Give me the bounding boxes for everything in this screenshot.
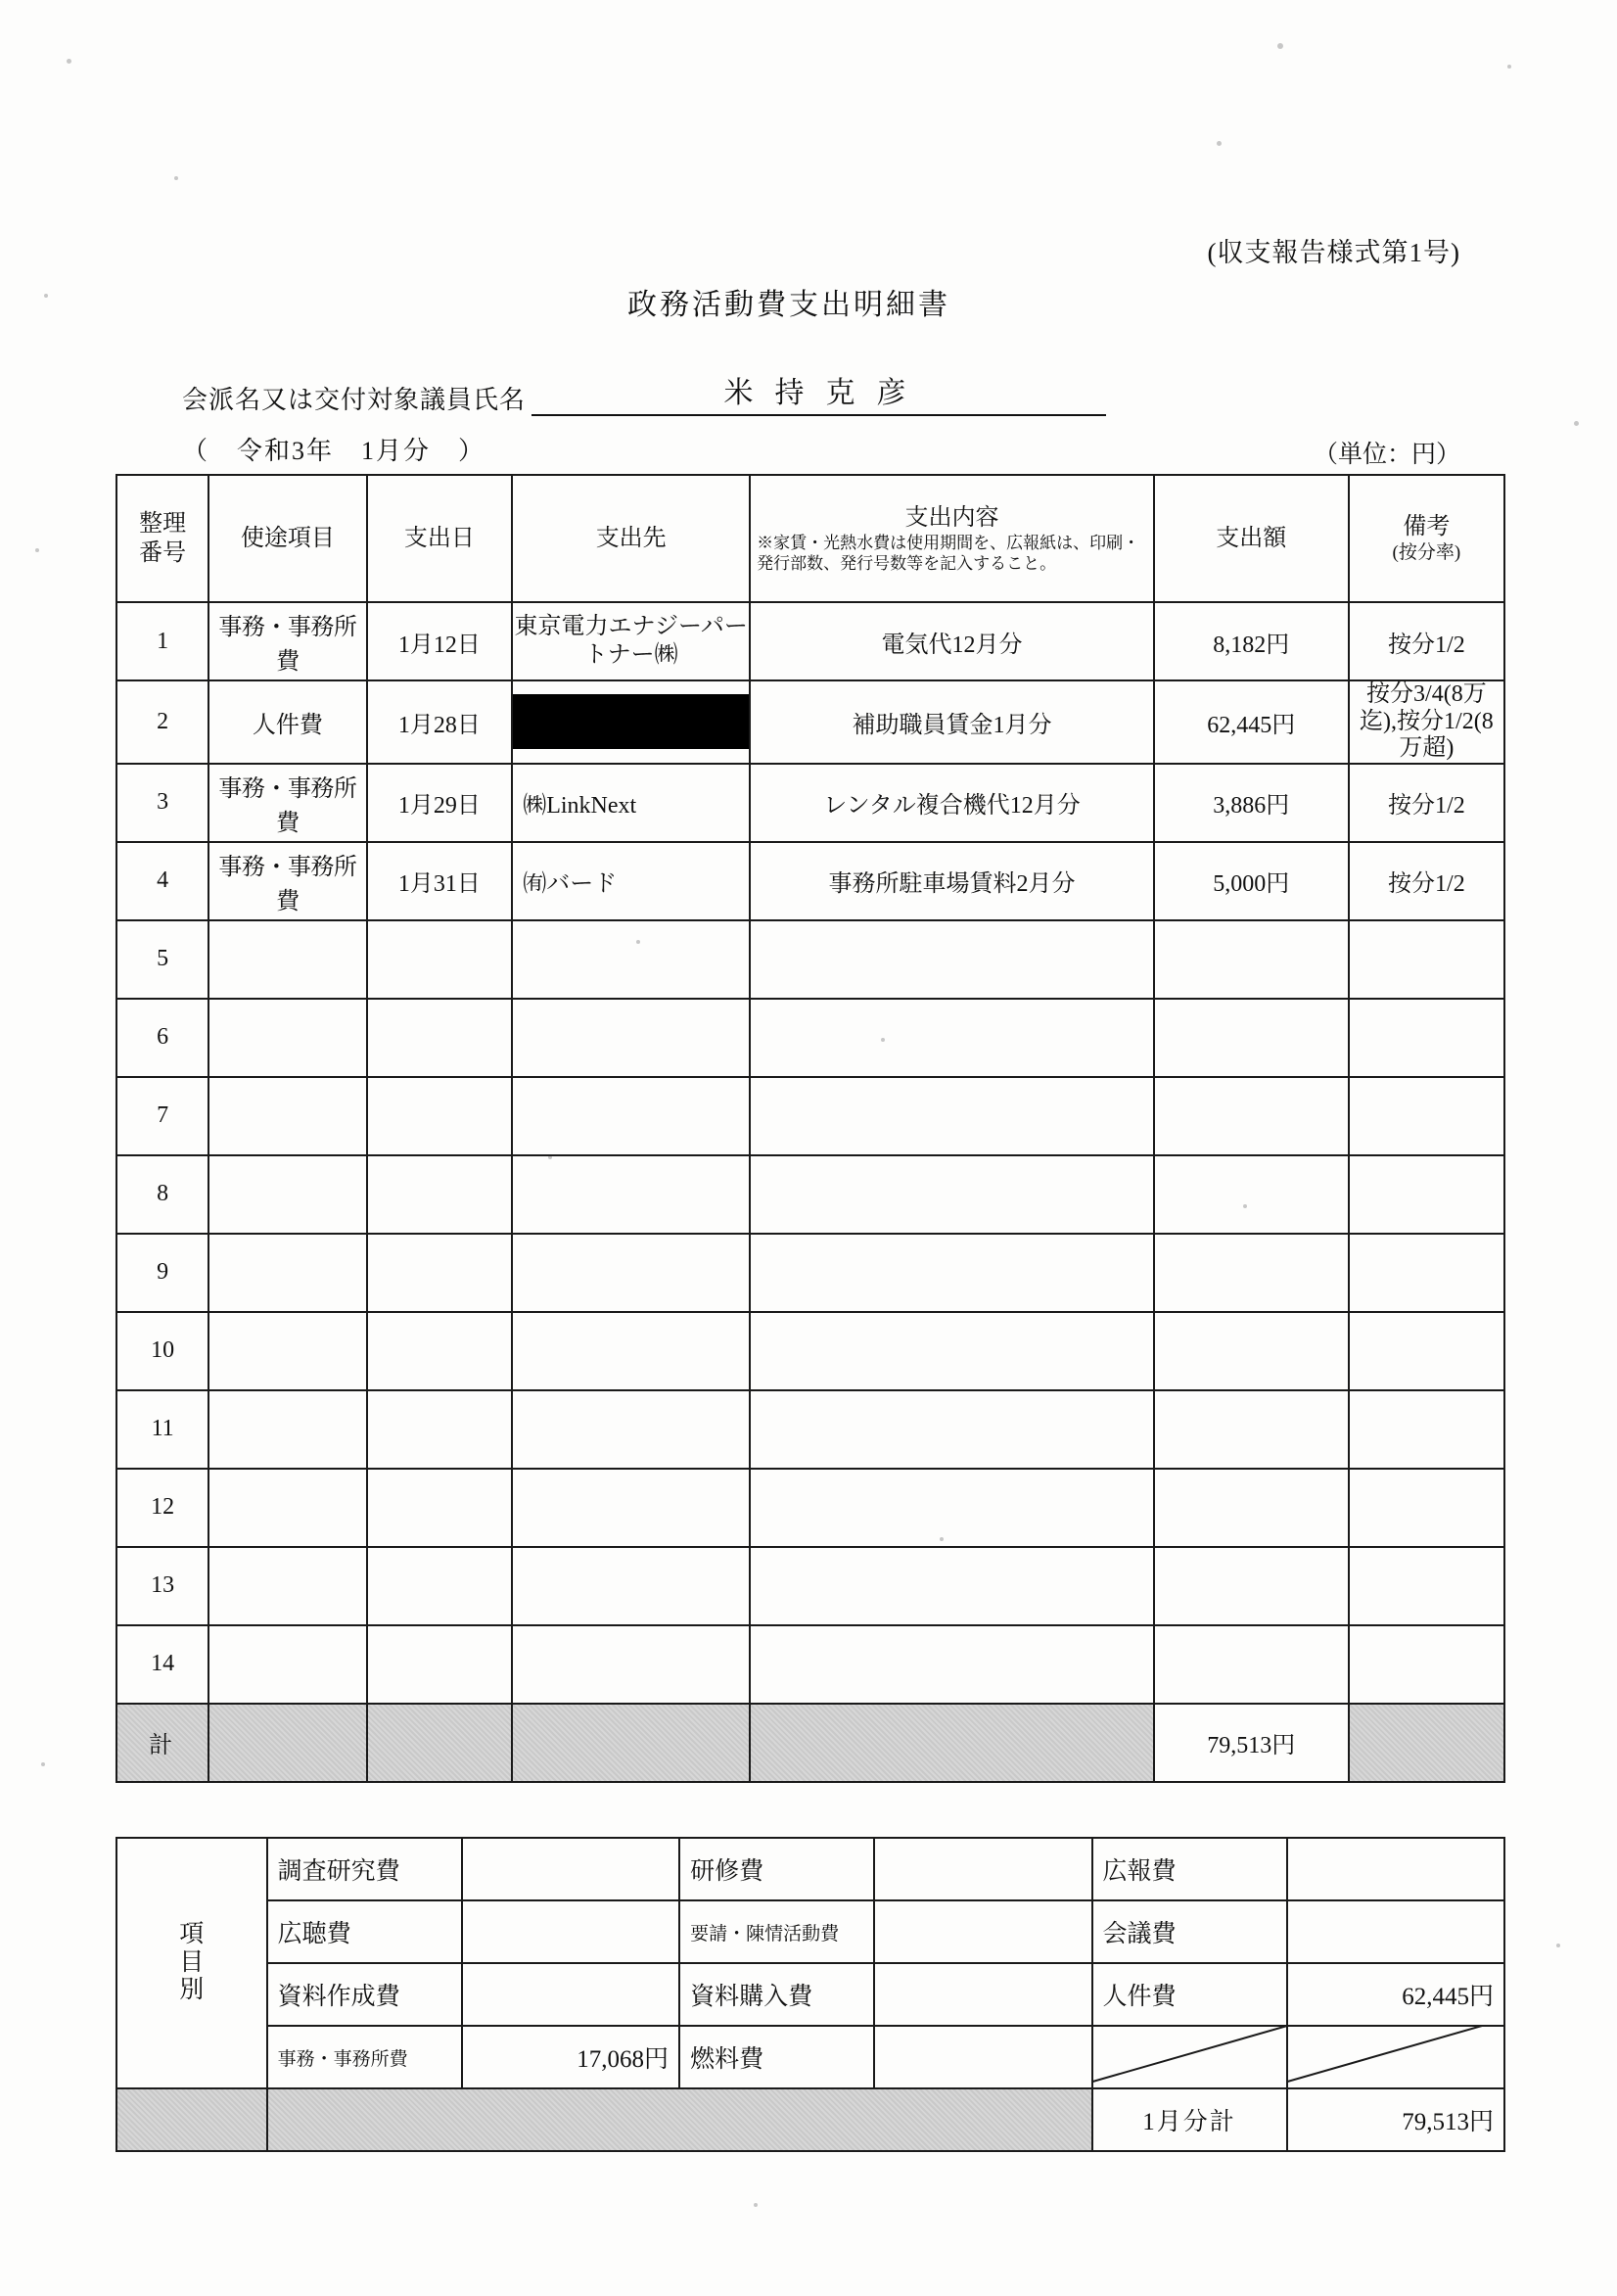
cell-amount bbox=[1154, 1390, 1349, 1469]
summary-value bbox=[1287, 1900, 1504, 1963]
table-row bbox=[116, 1469, 1504, 1547]
table-row bbox=[116, 1390, 1504, 1469]
cell-no: 6 bbox=[116, 999, 208, 1077]
cell-note: 按分1/2 bbox=[1349, 764, 1504, 842]
summary-value bbox=[874, 1900, 1091, 1963]
summary-total-blank bbox=[267, 2088, 1092, 2151]
cell-desc bbox=[750, 999, 1154, 1077]
table-row bbox=[116, 680, 1504, 764]
cell-no: 4 bbox=[116, 842, 208, 920]
cell-note bbox=[1349, 920, 1504, 999]
period-label: （ 令和3年 1月分 ） bbox=[182, 437, 486, 465]
cell-no: 13 bbox=[116, 1547, 208, 1625]
cell-date bbox=[367, 1625, 513, 1704]
cell-desc bbox=[750, 1390, 1154, 1469]
cell-item: 事務・事務所費 bbox=[208, 764, 366, 842]
cell-note bbox=[1349, 1234, 1504, 1312]
summary-total-row bbox=[116, 2088, 1504, 2151]
cell-amount bbox=[1154, 1547, 1349, 1625]
cell-payee bbox=[512, 1077, 750, 1155]
summary-value bbox=[874, 1838, 1091, 1900]
cell-desc: 補助職員賃金1月分 bbox=[750, 680, 1154, 764]
cell-desc: 事務所駐車場賃料2月分 bbox=[750, 842, 1154, 920]
cell-date bbox=[367, 1312, 513, 1390]
summary-side-label bbox=[116, 1838, 267, 2088]
cell-amount: 8,182円 bbox=[1154, 602, 1349, 680]
table-row bbox=[116, 920, 1504, 999]
col-header-note-sub: (按分率) bbox=[1392, 542, 1461, 564]
summary-value bbox=[874, 1963, 1091, 2026]
month-total-value: 79,513円 bbox=[1287, 2088, 1504, 2151]
table-header-row bbox=[116, 475, 1504, 602]
col-header-desc-note: ※家賃・光熱水費は使用期間を、広報紙は、印刷・発行部数、発行号数等を記入すること。 bbox=[757, 533, 1140, 573]
summary-side-label-line3: 別 bbox=[179, 1977, 205, 2004]
cell-no: 8 bbox=[116, 1155, 208, 1234]
summary-value bbox=[462, 1963, 679, 2026]
summary-blank-slash bbox=[1287, 2026, 1504, 2088]
cell-amount: 3,886円 bbox=[1154, 764, 1349, 842]
cell-note bbox=[1349, 1077, 1504, 1155]
cell-note: 按分1/2 bbox=[1349, 602, 1504, 680]
cell-amount bbox=[1154, 999, 1349, 1077]
cell-desc: 電気代12月分 bbox=[750, 602, 1154, 680]
cell-note bbox=[1349, 1390, 1504, 1469]
cell-desc bbox=[750, 1077, 1154, 1155]
total-blank-desc bbox=[750, 1704, 1154, 1782]
cell-desc bbox=[750, 1625, 1154, 1704]
scan-speck bbox=[41, 1762, 45, 1766]
summary-key: 調査研究費 bbox=[267, 1838, 462, 1900]
summary-value bbox=[874, 2026, 1091, 2088]
cell-no: 12 bbox=[116, 1469, 208, 1547]
cell-desc: レンタル複合機代12月分 bbox=[750, 764, 1154, 842]
month-total-label: 1月分計 bbox=[1092, 2088, 1287, 2151]
col-header-amount: 支出額 bbox=[1154, 475, 1349, 602]
total-blank-item bbox=[208, 1704, 366, 1782]
table-row bbox=[116, 764, 1504, 842]
unit-label: （単位：円） bbox=[1313, 442, 1460, 468]
cell-payee bbox=[512, 1312, 750, 1390]
cell-amount bbox=[1154, 1625, 1349, 1704]
summary-value: 17,068円 bbox=[462, 2026, 679, 2088]
cell-no: 10 bbox=[116, 1312, 208, 1390]
col-header-no-line1: 整理 bbox=[139, 511, 187, 537]
cell-date: 1月31日 bbox=[367, 842, 513, 920]
cell-note bbox=[1349, 1625, 1504, 1704]
cell-payee bbox=[512, 1547, 750, 1625]
cell-desc bbox=[750, 1234, 1154, 1312]
table-row bbox=[116, 1547, 1504, 1625]
cell-note bbox=[1349, 1312, 1504, 1390]
cell-payee bbox=[512, 1625, 750, 1704]
summary-key: 燃料費 bbox=[679, 2026, 874, 2088]
cell-amount: 5,000円 bbox=[1154, 842, 1349, 920]
summary-key: 研修費 bbox=[679, 1838, 874, 1900]
summary-row bbox=[116, 1900, 1504, 1963]
summary-key: 資料購入費 bbox=[679, 1963, 874, 2026]
cell-item bbox=[208, 999, 366, 1077]
table-row bbox=[116, 1312, 1504, 1390]
summary-value bbox=[462, 1838, 679, 1900]
summary-key: 人件費 bbox=[1092, 1963, 1287, 2026]
summary-key: 広報費 bbox=[1092, 1838, 1287, 1900]
cell-desc bbox=[750, 1312, 1154, 1390]
cell-item bbox=[208, 1155, 366, 1234]
cell-date bbox=[367, 1547, 513, 1625]
table-row bbox=[116, 1234, 1504, 1312]
expense-table bbox=[116, 474, 1505, 1783]
col-header-no-line2: 番号 bbox=[139, 540, 187, 566]
cell-item bbox=[208, 1312, 366, 1390]
cell-item: 事務・事務所費 bbox=[208, 842, 366, 920]
total-blank-note bbox=[1349, 1704, 1504, 1782]
cell-payee-redacted bbox=[512, 680, 750, 764]
cell-no: 5 bbox=[116, 920, 208, 999]
cell-payee bbox=[512, 1469, 750, 1547]
total-label: 計 bbox=[116, 1704, 208, 1782]
cell-no: 3 bbox=[116, 764, 208, 842]
category-summary-table bbox=[116, 1837, 1505, 2152]
col-header-desc-title-text: 支出内容 bbox=[904, 504, 999, 531]
col-header-date: 支出日 bbox=[367, 475, 513, 602]
cell-desc bbox=[750, 920, 1154, 999]
cell-item bbox=[208, 1469, 366, 1547]
summary-row bbox=[116, 1838, 1504, 1900]
col-header-no bbox=[116, 475, 208, 602]
cell-date bbox=[367, 1155, 513, 1234]
expense-table-body bbox=[116, 602, 1504, 1782]
summary-key: 要請・陳情活動費 bbox=[679, 1900, 874, 1963]
cell-date bbox=[367, 999, 513, 1077]
cell-item: 事務・事務所費 bbox=[208, 602, 366, 680]
col-header-note-text: 備考 bbox=[1403, 514, 1451, 540]
summary-side-label-line2: 目 bbox=[179, 1948, 205, 1976]
summary-key: 事務・事務所費 bbox=[267, 2026, 462, 2088]
cell-date bbox=[367, 920, 513, 999]
table-row bbox=[116, 842, 1504, 920]
cell-note bbox=[1349, 1547, 1504, 1625]
cell-amount bbox=[1154, 920, 1349, 999]
cell-amount bbox=[1154, 1312, 1349, 1390]
cell-no: 1 bbox=[116, 602, 208, 680]
cell-note bbox=[1349, 1155, 1504, 1234]
cell-payee bbox=[512, 999, 750, 1077]
cell-item: 人件費 bbox=[208, 680, 366, 764]
page-title: 政務活動費支出明細書 bbox=[627, 289, 950, 321]
summary-key: 会議費 bbox=[1092, 1900, 1287, 1963]
summary-value: 62,445円 bbox=[1287, 1963, 1504, 2026]
scan-speck bbox=[35, 548, 39, 552]
cell-amount bbox=[1154, 1469, 1349, 1547]
table-row bbox=[116, 1155, 1504, 1234]
cell-date bbox=[367, 1390, 513, 1469]
cell-date: 1月12日 bbox=[367, 602, 513, 680]
cell-no: 11 bbox=[116, 1390, 208, 1469]
summary-row bbox=[116, 1963, 1504, 2026]
summary-key: 資料作成費 bbox=[267, 1963, 462, 2026]
cell-no: 2 bbox=[116, 680, 208, 764]
table-row bbox=[116, 1625, 1504, 1704]
scan-speck bbox=[1277, 43, 1283, 49]
cell-payee: ㈲バード bbox=[512, 842, 750, 920]
col-header-item: 使途項目 bbox=[208, 475, 366, 602]
name-value: 米持克彦 bbox=[531, 368, 1106, 416]
cell-date bbox=[367, 1234, 513, 1312]
form-number: (収支報告様式第1号) bbox=[1207, 238, 1460, 267]
scan-speck bbox=[1507, 65, 1511, 69]
summary-value bbox=[1287, 1838, 1504, 1900]
scan-speck bbox=[1574, 421, 1579, 426]
cell-no: 7 bbox=[116, 1077, 208, 1155]
cell-item bbox=[208, 1547, 366, 1625]
name-label: 会派名又は交付対象議員氏名 bbox=[182, 386, 527, 414]
cell-date: 1月28日 bbox=[367, 680, 513, 764]
summary-row bbox=[116, 2026, 1504, 2088]
cell-item bbox=[208, 1077, 366, 1155]
cell-amount bbox=[1154, 1077, 1349, 1155]
cell-payee bbox=[512, 1390, 750, 1469]
cell-date bbox=[367, 1077, 513, 1155]
table-row bbox=[116, 1077, 1504, 1155]
table-row bbox=[116, 999, 1504, 1077]
cell-note: 按分3/4(8万迄),按分1/2(8万超) bbox=[1349, 680, 1504, 764]
col-header-payee: 支出先 bbox=[512, 475, 750, 602]
table-total-row bbox=[116, 1704, 1504, 1782]
cell-payee: ㈱LinkNext bbox=[512, 764, 750, 842]
cell-payee bbox=[512, 1234, 750, 1312]
summary-blank-slash bbox=[1092, 2026, 1287, 2088]
scan-speck bbox=[67, 59, 71, 64]
name-row bbox=[182, 368, 1106, 416]
cell-note bbox=[1349, 1469, 1504, 1547]
total-blank-date bbox=[367, 1704, 513, 1782]
cell-item bbox=[208, 920, 366, 999]
scan-speck bbox=[1556, 1944, 1560, 1947]
cell-amount bbox=[1154, 1155, 1349, 1234]
summary-total-blank bbox=[116, 2088, 267, 2151]
cell-item bbox=[208, 1234, 366, 1312]
redaction-block bbox=[513, 694, 749, 749]
summary-value bbox=[462, 1900, 679, 1963]
cell-desc bbox=[750, 1155, 1154, 1234]
cell-payee bbox=[512, 1155, 750, 1234]
cell-amount: 62,445円 bbox=[1154, 680, 1349, 764]
col-header-desc bbox=[750, 475, 1154, 602]
scan-speck bbox=[1217, 141, 1222, 146]
table-row bbox=[116, 602, 1504, 680]
cell-note bbox=[1349, 999, 1504, 1077]
cell-date bbox=[367, 1469, 513, 1547]
cell-desc bbox=[750, 1547, 1154, 1625]
col-header-note bbox=[1349, 475, 1504, 602]
cell-no: 9 bbox=[116, 1234, 208, 1312]
cell-item bbox=[208, 1625, 366, 1704]
cell-amount bbox=[1154, 1234, 1349, 1312]
cell-payee bbox=[512, 920, 750, 999]
scan-speck bbox=[754, 2203, 758, 2207]
cell-note: 按分1/2 bbox=[1349, 842, 1504, 920]
summary-side-label-line1: 項 bbox=[179, 1920, 205, 1947]
total-amount: 79,513円 bbox=[1154, 1704, 1349, 1782]
cell-payee: 東京電力エナジーパートナー㈱ bbox=[512, 602, 750, 680]
cell-date: 1月29日 bbox=[367, 764, 513, 842]
total-blank-payee bbox=[512, 1704, 750, 1782]
cell-item bbox=[208, 1390, 366, 1469]
cell-desc bbox=[750, 1469, 1154, 1547]
cell-no: 14 bbox=[116, 1625, 208, 1704]
summary-key: 広聴費 bbox=[267, 1900, 462, 1963]
col-header-desc-title bbox=[751, 503, 1153, 533]
scan-speck bbox=[174, 176, 178, 180]
